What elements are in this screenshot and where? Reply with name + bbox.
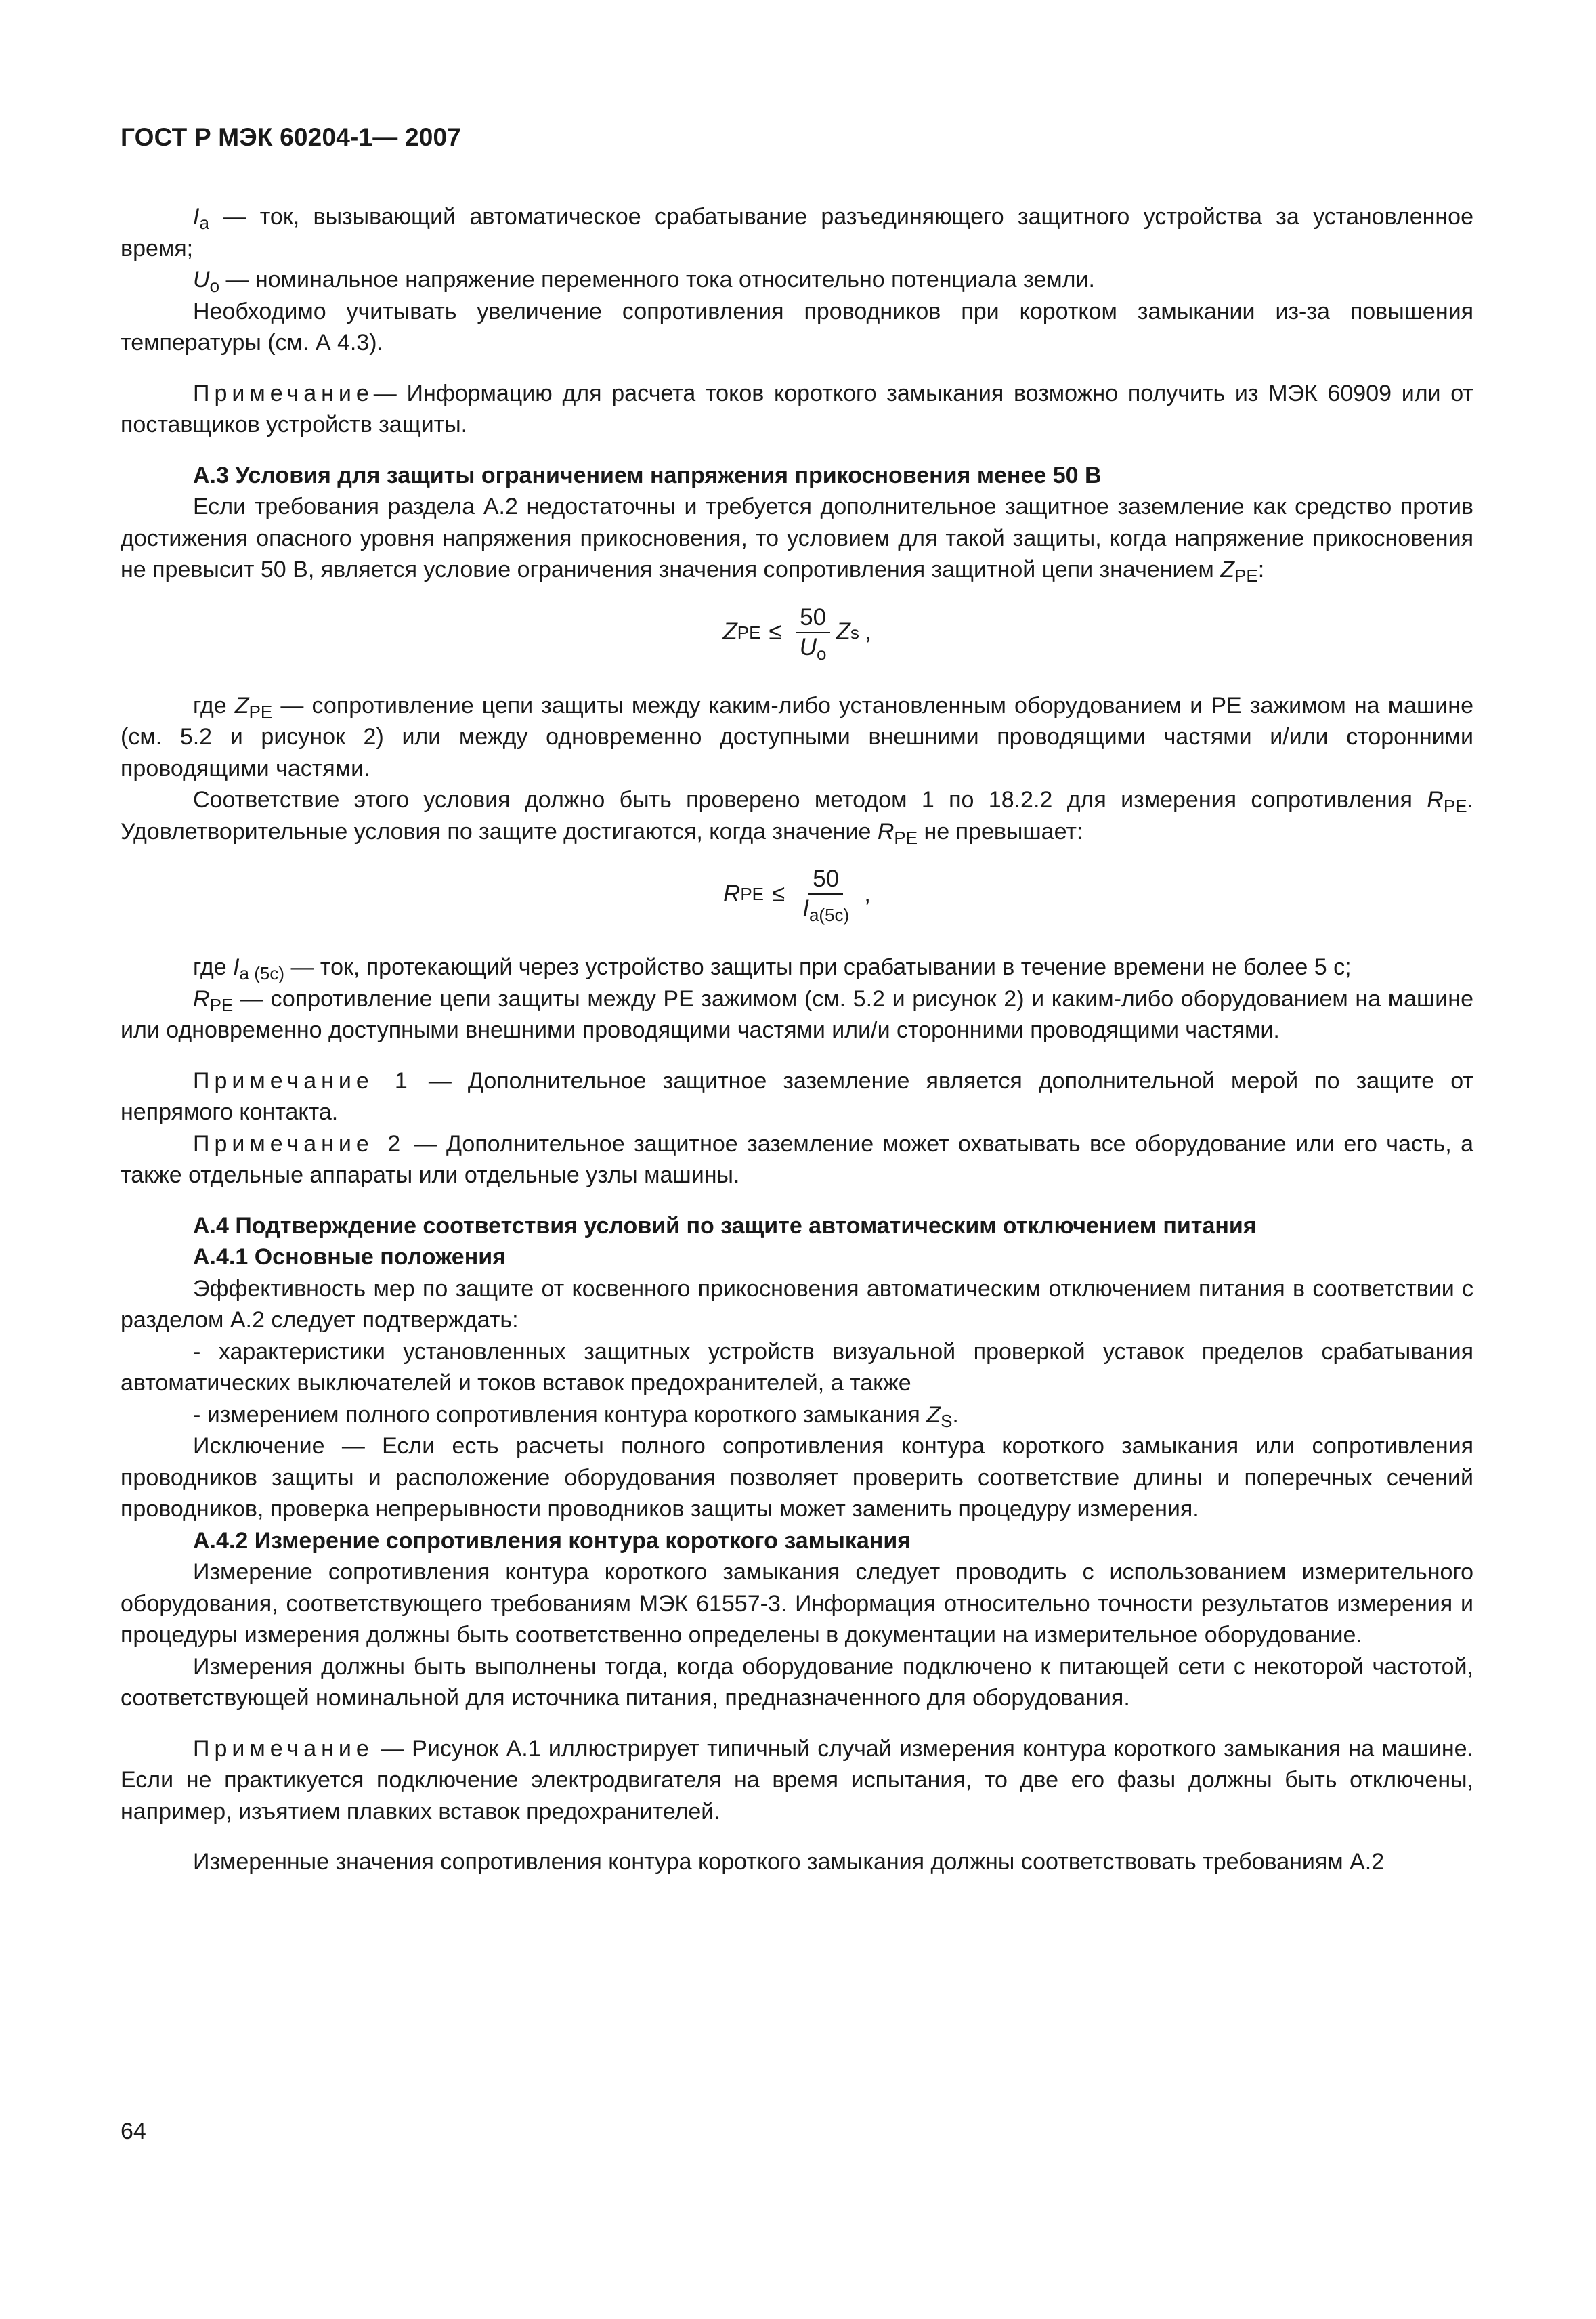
a3-paragraph-2: где $Z_{PE}$ — сопротивление цепи защиты между каким-либо установленным оборудованием и PE зажимом на машине (см. 5.2 и рисунок 2) или между одновременно доступными внешними проводящими частями и/или сторонними проводящими частями. bbox=[121, 692, 1473, 782]
a4-exception: Исключение — Если есть расчеты полного сопротивления контура короткого замыкания или сопротивления проводников защиты и расположение оборудования позволяет проверить соответствие длины и поперечных сечений проводников, проверка непрерывности проводников защиты может заменить процедуру измерения. bbox=[121, 1433, 1473, 1522]
page-body bbox=[121, 201, 1473, 1878]
a4-paragraph-1: Эффективность мер по защите от косвенного прикосновения автоматическим отключением питания в соответствии с разделом А.2 следует подтверждать: bbox=[121, 1275, 1473, 1333]
note-a3-1: Примечание 1 — Дополнительное защитное заземление является дополнительной мерой по защите от непрямого контакта. bbox=[121, 1067, 1473, 1125]
temp-paragraph: Необходимо учитывать увеличение сопротивления проводников при коротком замыкании из-за повышения температуры (см. А 4.3). bbox=[121, 298, 1473, 356]
fraction-50-ia5c: $\frac{50}{I_{a(5c)}}$ bbox=[802, 866, 850, 925]
section-a4-heading: А.4 Подтверждение соответствия условий по защите автоматическим отключением питания bbox=[193, 1212, 1257, 1239]
a3-paragraph-4: где $I_{a (5c)}$ — ток, протекающий через устройство защиты при срабатывании в течение времени не более 5 с; bbox=[193, 954, 1352, 983]
section-a42-heading: А.4.2 Измерение сопротивления контура короткого замыкания bbox=[193, 1527, 911, 1554]
def-ia: $I_a$ — ток, вызывающий автоматическое срабатывание разъединяющего защитного устройства за установленное время; bbox=[121, 204, 1473, 261]
a3-paragraph-3: Соответствие этого условия должно быть проверено методом 1 по 18.2.2 для измерения сопротивления $R_{PE}$. Удовлетворительные условия по защите достигаются, когда значение $R_{PE}$ не превышает: bbox=[121, 787, 1473, 848]
a3-paragraph-1: Если требования раздела А.2 недостаточны и требуется дополнительное защитное заземление как средство против достижения опасного уровня напряжения прикосновения, то условием для такой защиты, когда напряжение прикосновения не превысит 50 В, является условие ограничения значения сопротивления защитной цепи значением $Z_{PE}$: bbox=[121, 494, 1473, 586]
formula-zpe: Z PE ≤ $\frac{50}{U_o}$ Z s , bbox=[722, 603, 871, 664]
a42-paragraph-2: Измерения должны быть выполнены тогда, когда оборудование подключено к питающей сети с некоторой частотой, соответствующей номинальной для источника питания, предназначенного для оборудования. bbox=[121, 1653, 1473, 1711]
a4-list-item-1: - характеристики установленных защитных устройств визуальной проверкой уставок пределов срабатывания автоматических выключателей и токов вставок предохранителей, а также bbox=[121, 1338, 1473, 1396]
formula-rpe: R PE ≤ $\frac{50}{I_{a(5c)}}$ , bbox=[723, 866, 871, 925]
note-a42: Примечание — Рисунок А.1 иллюстрирует типичный случай измерения контура короткого замыкания на машине. Если не практикуется подключение электродвигателя на время испытания, то две его фазы должны быть отключены, например, изъятием плавких вставок предохранителей. bbox=[121, 1735, 1473, 1825]
document-header: ГОСТ Р МЭК 60204-1— 2007 bbox=[121, 123, 462, 151]
note-1: Примечание— Информацию для расчета токов короткого замыкания возможно получить из МЭК 60909 или от поставщиков устройств защиты. bbox=[121, 380, 1473, 438]
section-a3-heading: А.3 Условия для защиты ограничением напряжения прикосновения менее 50 В bbox=[193, 462, 1102, 488]
page-number: 64 bbox=[121, 2119, 146, 2144]
a4-list-item-2: - измерением полного сопротивления контура короткого замыкания $Z_S$. bbox=[193, 1401, 959, 1431]
section-a41-heading: А.4.1 Основные положения bbox=[193, 1244, 506, 1270]
a3-paragraph-5: $R_{PE}$ — сопротивление цепи защиты между PE зажимом (см. 5.2 и рисунок 2) и каким-либо оборудованием на машине или одновременно доступными внешними проводящими частями или/и сторонними проводящими частями. bbox=[121, 985, 1473, 1043]
def-uo: $U_o$ — номинальное напряжение переменного тока относительно потенциала земли. bbox=[193, 267, 1095, 296]
note-a3-2: Примечание 2 — Дополнительное защитное заземление может охватывать все оборудование или его часть, а также отдельные аппараты или отдельные узлы машины. bbox=[121, 1130, 1473, 1188]
fraction-50-uo: $\frac{50}{U_o}$ bbox=[796, 603, 831, 662]
a42-paragraph-1: Измерение сопротивления контура короткого замыкания следует проводить с использованием измерительного оборудования, соответствующего требованиям МЭК 61557-3. Информация относительно точности результатов измерения и процедуры измерения должны быть соответственно определены в документации на измерительное оборудование. bbox=[121, 1559, 1473, 1648]
a42-paragraph-3: Измеренные значения сопротивления контура короткого замыкания должны соответствовать требованиям А.2 bbox=[193, 1849, 1385, 1875]
